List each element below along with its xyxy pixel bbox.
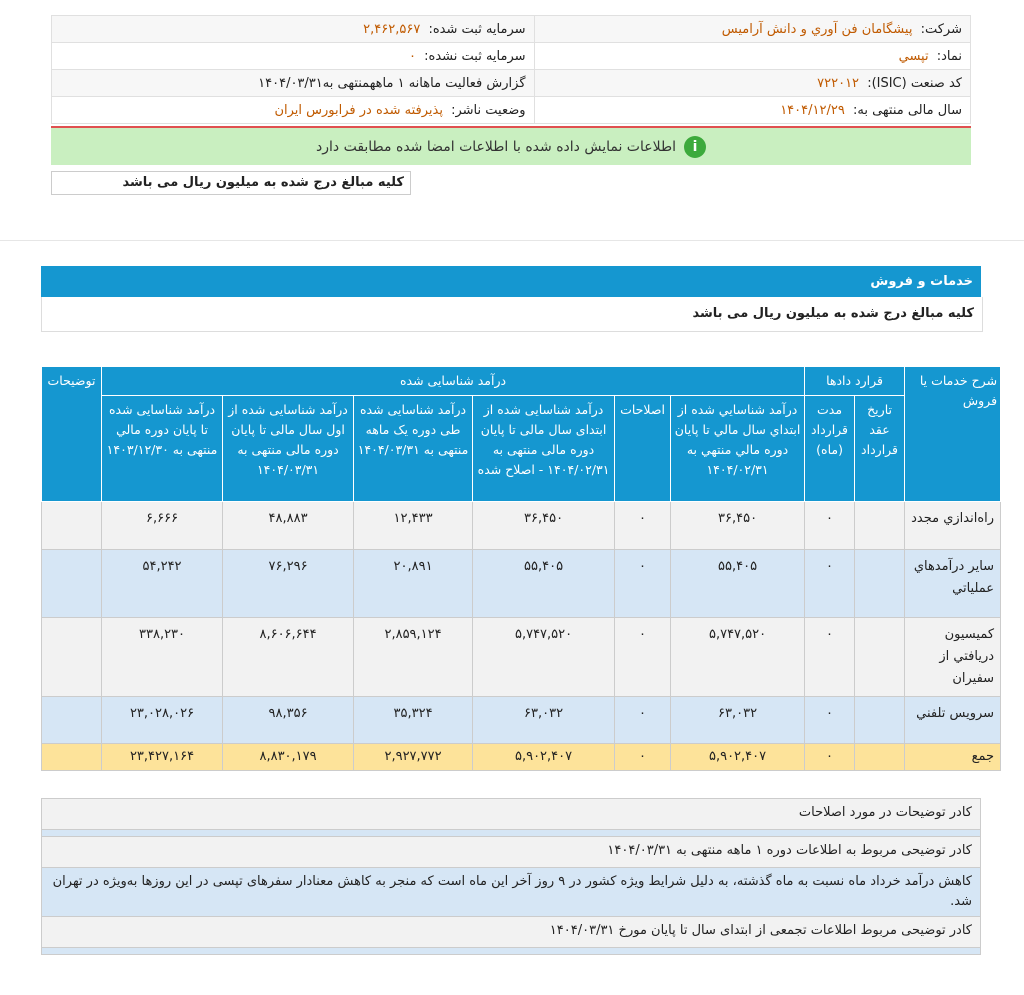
verification-notice-text: اطلاعات نمایش داده شده با اطلاعات امضا شده مطابقت دارد xyxy=(316,138,676,155)
row-revenue-prev: ۳۶,۴۵۰ xyxy=(671,502,805,550)
corrections-notes-title: کادر توضیحات در مورد اصلاحات xyxy=(41,798,981,829)
capital-registered-label: سرمایه ثبت شده: xyxy=(428,21,526,37)
isic-value: ۷۲۲۰۱۲ xyxy=(817,75,860,91)
capital-registered-cell xyxy=(52,16,535,43)
section-title: خدمات و فروش xyxy=(870,274,973,289)
services-sales-table xyxy=(41,366,1001,771)
row-revenue-ytd: ۹۸,۳۵۶ xyxy=(223,697,354,744)
publisher-status-value: پذیرفته شده در فرابورس ایران xyxy=(274,102,443,118)
company-label: شرکت: xyxy=(920,21,962,37)
row-contract-date xyxy=(855,502,905,550)
row-contract-date xyxy=(855,550,905,618)
header-contract-duration: مدت قرارداد (ماه) xyxy=(805,396,855,502)
row-contract-date xyxy=(855,618,905,697)
symbol-label: نماد: xyxy=(936,48,962,64)
row-description: سرویس تلفني xyxy=(905,697,1001,744)
total-description: جمع xyxy=(905,744,1001,771)
total-contract-date xyxy=(855,744,905,771)
row-corrections: ۰ xyxy=(615,502,671,550)
table-row xyxy=(42,697,1001,744)
table-row xyxy=(42,618,1001,697)
row-description: ساير درآمدهاي عملياتي xyxy=(905,550,1001,618)
row-notes xyxy=(42,618,102,697)
total-contract-duration: ۰ xyxy=(805,744,855,771)
company-cell xyxy=(534,16,970,43)
row-revenue-lastyear: ۵۴,۲۴۲ xyxy=(102,550,223,618)
row-contract-duration: ۰ xyxy=(805,502,855,550)
fiscal-year-cell xyxy=(534,97,970,124)
header-revenue-ytd: درآمد شناسایی شده از اول سال مالی تا پایان دوره مالی منتهی به ۱۴۰۴/۰۳/۳۱ xyxy=(223,396,354,502)
row-corrections: ۰ xyxy=(615,550,671,618)
row-contract-duration: ۰ xyxy=(805,550,855,618)
fiscal-year-value: ۱۴۰۴/۱۲/۲۹ xyxy=(780,102,845,118)
row-notes xyxy=(42,502,102,550)
header-corrections: اصلاحات xyxy=(615,396,671,502)
row-revenue-ytd: ۴۸,۸۸۳ xyxy=(223,502,354,550)
symbol-cell xyxy=(534,43,970,70)
total-notes xyxy=(42,744,102,771)
header-revenue: درآمد شناسایی شده xyxy=(102,367,805,396)
info-icon: i xyxy=(684,136,706,158)
total-revenue-ytd: ۸,۸۳۰,۱۷۹ xyxy=(223,744,354,771)
total-revenue-lastyear: ۲۳,۴۲۷,۱۶۴ xyxy=(102,744,223,771)
company-value: پیشگامان فن آوري و دانش آرامیس xyxy=(721,21,913,37)
isic-label: کد صنعت (ISIC): xyxy=(867,75,962,91)
row-revenue-corrected: ۵۵,۴۰۵ xyxy=(473,550,615,618)
row-description: کمیسیون دریافتي از سفیران xyxy=(905,618,1001,697)
fiscal-year-label: سال مالی منتهی به: xyxy=(852,102,962,118)
total-revenue-corrected: ۵,۹۰۲,۴۰۷ xyxy=(473,744,615,771)
row-corrections: ۰ xyxy=(615,697,671,744)
publisher-status-label: وضعیت ناشر: xyxy=(451,102,526,118)
row-revenue-corrected: ۶۳,۰۳۲ xyxy=(473,697,615,744)
total-revenue-prev: ۵,۹۰۲,۴۰۷ xyxy=(671,744,805,771)
table-row xyxy=(42,550,1001,618)
unit-note: کلیه مبالغ درج شده به میلیون ریال می باشد xyxy=(51,171,411,195)
company-info-table xyxy=(51,15,971,124)
row-revenue-ytd: ۸,۶۰۶,۶۴۴ xyxy=(223,618,354,697)
cumulative-notes-body xyxy=(41,947,981,955)
row-revenue-ytd: ۷۶,۲۹۶ xyxy=(223,550,354,618)
cumulative-notes-title: کادر توضیحی مربوط اطلاعات تجمعی از ابتدای سال تا پایان مورخ ۱۴۰۴/۰۳/۳۱ xyxy=(41,916,981,947)
section-unit-note xyxy=(41,297,983,332)
capital-registered-value: ۲,۴۶۲,۵۶۷ xyxy=(363,21,421,37)
header-revenue-month: درآمد شناسایی شده طی دوره یک ماهه منتهی به ۱۴۰۴/۰۳/۳۱ xyxy=(354,396,473,502)
total-corrections: ۰ xyxy=(615,744,671,771)
corrections-notes-body xyxy=(41,829,981,836)
total-revenue-month: ۲,۹۲۷,۷۷۲ xyxy=(354,744,473,771)
header-revenue-lastyear: درآمد شناسایی شده تا پایان دوره مالي منتهی به ۱۴۰۳/۱۲/۳۰ xyxy=(102,396,223,502)
row-notes xyxy=(42,550,102,618)
report-label: گزارش فعالیت ماهانه ۱ ماهه xyxy=(369,75,526,91)
report-cell xyxy=(52,70,535,97)
row-contract-date xyxy=(855,697,905,744)
notes-section xyxy=(41,798,981,955)
capital-unregistered-label: سرمایه ثبت نشده: xyxy=(424,48,526,64)
verification-notice xyxy=(51,126,971,165)
row-revenue-month: ۲۰,۸۹۱ xyxy=(354,550,473,618)
header-notes: توضیحات xyxy=(42,367,102,502)
table-row xyxy=(42,502,1001,550)
monthly-notes-title: کادر توضیحی مربوط به اطلاعات دوره ۱ ماهه منتهی به ۱۴۰۴/۰۳/۳۱ xyxy=(41,836,981,867)
row-revenue-prev: ۵,۷۴۷,۵۲۰ xyxy=(671,618,805,697)
row-contract-duration: ۰ xyxy=(805,618,855,697)
row-contract-duration: ۰ xyxy=(805,697,855,744)
isic-cell xyxy=(534,70,970,97)
divider xyxy=(0,240,1024,241)
report-value: منتهی به۱۴۰۴/۰۳/۳۱ xyxy=(258,75,370,91)
row-revenue-lastyear: ۶,۶۶۶ xyxy=(102,502,223,550)
header-description: شرح خدمات یا فروش xyxy=(905,367,1001,502)
capital-unregistered-cell xyxy=(52,43,535,70)
row-revenue-corrected: ۳۶,۴۵۰ xyxy=(473,502,615,550)
symbol-value[interactable]: تپسي xyxy=(898,48,929,64)
row-revenue-month: ۳۵,۳۲۴ xyxy=(354,697,473,744)
row-revenue-lastyear: ۲۳,۰۲۸,۰۲۶ xyxy=(102,697,223,744)
row-notes xyxy=(42,697,102,744)
section-header xyxy=(41,266,981,297)
section-unit-note-text: کلیه مبالغ درج شده به میلیون ریال می باشد xyxy=(692,306,974,321)
row-revenue-month: ۱۲,۴۳۳ xyxy=(354,502,473,550)
row-revenue-month: ۲,۸۵۹,۱۲۴ xyxy=(354,618,473,697)
row-revenue-corrected: ۵,۷۴۷,۵۲۰ xyxy=(473,618,615,697)
monthly-notes-text: کاهش درآمد خرداد ماه نسبت به ماه گذشته، به دلیل شرایط ویژه کشور در ۹ روز آخر این ماه است که منجر به کاهش معنادار سفرهای تپسی در این روزها به‌ویژه در تهران شد. xyxy=(41,867,981,916)
row-revenue-lastyear: ۳۳۸,۲۳۰ xyxy=(102,618,223,697)
header-contract-date: تاریخ عقد قرارداد xyxy=(855,396,905,502)
header-contracts: قرارد دادها xyxy=(805,367,905,396)
row-corrections: ۰ xyxy=(615,618,671,697)
header-revenue-corrected: درآمد شناسایی شده از ابتدای سال مالی تا پایان دوره مالی منتهی به ۱۴۰۴/۰۲/۳۱ - اصلاح شده xyxy=(473,396,615,502)
row-revenue-prev: ۶۳,۰۳۲ xyxy=(671,697,805,744)
row-revenue-prev: ۵۵,۴۰۵ xyxy=(671,550,805,618)
row-description: راه‌اندازي مجدد xyxy=(905,502,1001,550)
publisher-status-cell xyxy=(52,97,535,124)
total-row xyxy=(42,744,1001,771)
capital-unregistered-value: ۰ xyxy=(409,48,416,64)
header-revenue-prev: درآمد شناسايي شده از ابتداي سال مالي تا پايان دوره مالي منتهي به ۱۴۰۴/۰۲/۳۱ xyxy=(671,396,805,502)
